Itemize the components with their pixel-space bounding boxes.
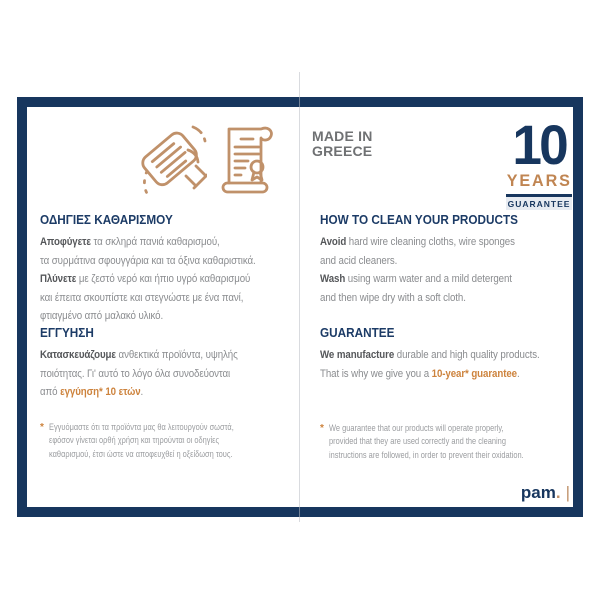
paragraph-wash-gr: Πλύνετε με ζεστό νερό και ήπιο υγρό καθαρισμού και έπειτα σκουπίστε και στεγνώστε με ένα πανί, φτιαγμένο από μαλακό υλικό. — [40, 273, 251, 322]
footnote-greek — [40, 421, 296, 461]
pam-logo-dot: . — [555, 483, 561, 502]
paragraph-wash-en: Wash using warm water and a mild detergent and then wipe dry with a soft cloth. — [320, 273, 512, 304]
guarantee-accent-gr: εγγύηση* 10 ετών — [60, 386, 141, 398]
pam-logo-name: pam — [520, 483, 556, 502]
fold-line — [299, 72, 300, 522]
made-in-line1: MADE IN — [312, 128, 373, 144]
paragraph-guarantee-gr: Κατασκευάζουμε ανθεκτικά προϊόντα, υψηλής ποιότητας. Γι' αυτό το λόγο όλα συνοδεύονται από εγγύηση* 10 ετών. — [40, 349, 238, 398]
paragraph-guarantee-en: We manufacture durable and high quality products. That is why we give you a 10-year* guarantee. — [320, 349, 540, 380]
paragraph-avoid-gr: Αποφύγετε τα σκληρά πανιά καθαρισμού, τα συρμάτινα σφουγγάρια και τα όξινα καθαριστικά. — [40, 236, 256, 267]
section-cleaning-greek — [40, 213, 296, 326]
hand-wiping-cloth-icon — [139, 119, 207, 203]
lead-word: Wash — [320, 273, 346, 285]
paragraph-avoid-en: Avoid hard wire cleaning cloths, wire sponges and acid cleaners. — [320, 236, 515, 267]
lead-word: Avoid — [320, 236, 347, 248]
pam-logo-bar: | — [565, 483, 570, 502]
badge-guarantee-label: GUARANTEE — [506, 194, 573, 210]
section-heading-cleaning-en: HOW TO CLEAN YOUR PRODUCTS — [320, 213, 519, 227]
section-heading-guarantee-gr: ΕΓΓΥΗΣΗ — [40, 326, 94, 340]
lead-word: Κατασκευάζουμε — [40, 349, 116, 361]
badge-years-label: YEARS — [506, 171, 572, 190]
footnote-text-gr: Εγγυόμαστε ότι τα προϊόντα μας θα λειτουργούν σωστά, εφόσον γίνεται ορθή χρήση και τηρούνται οι οδηγίες καθαρισμού, έτσι ώστε να αποφευχθεί η οξείδωση τους. — [48, 422, 234, 459]
section-heading-guarantee-en: GUARANTEE — [320, 326, 395, 340]
section-guarantee-english — [320, 326, 576, 383]
asterisk-mark: * — [40, 422, 44, 433]
instruction-card — [17, 97, 583, 517]
icons-row — [139, 119, 277, 203]
lead-word: We manufacture — [320, 349, 395, 361]
lead-word: Αποφύγετε — [40, 236, 91, 248]
asterisk-mark: * — [320, 423, 324, 434]
section-cleaning-english — [320, 213, 576, 307]
made-in-greece-label — [312, 129, 373, 159]
ten-years-guarantee-badge — [503, 113, 575, 210]
badge-number: 10 — [512, 113, 566, 176]
made-in-line2: GREECE — [312, 143, 373, 159]
guarantee-accent-en: 10-year* guarantee — [431, 367, 517, 380]
footnote-english — [320, 422, 576, 462]
section-heading-cleaning-gr: ΟΔΗΓΙΕΣ ΚΑΘΑΡΙΣΜΟΥ — [40, 213, 173, 227]
pam-logo — [521, 483, 570, 503]
certificate-icon — [219, 119, 277, 201]
section-guarantee-greek — [40, 326, 296, 402]
footnote-text-en: We guarantee that our products will operate properly, provided that they are used correctly and the cleaning instructions are followed, in order to prevent their oxidation. — [328, 423, 524, 460]
lead-word: Πλύνετε — [40, 273, 77, 285]
